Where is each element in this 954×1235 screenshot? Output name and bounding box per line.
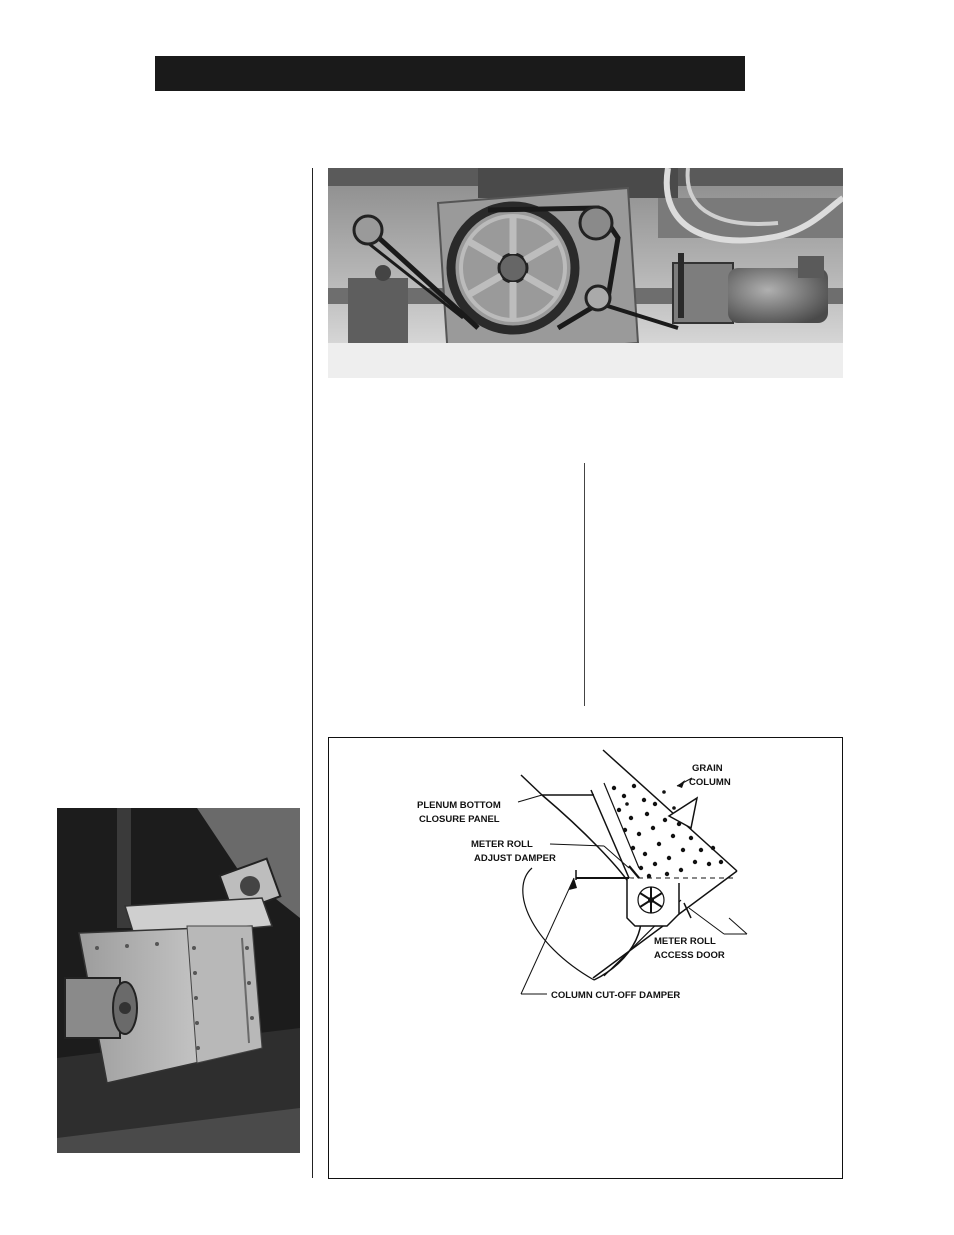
- meter-roll-box-photo: [57, 808, 300, 1153]
- grain-column-fill: [612, 784, 723, 878]
- label-adjust-2: ADJUST DAMPER: [474, 853, 556, 864]
- column-divider-secondary: [584, 463, 585, 706]
- header-bar: [155, 56, 745, 91]
- label-access-2: ACCESS DOOR: [654, 950, 725, 961]
- meter-roll-diagram: [328, 737, 843, 1179]
- gearbox-icon: [65, 978, 137, 1038]
- label-access-1: METER ROLL: [654, 936, 716, 947]
- belt-drive-photo: [328, 168, 843, 378]
- label-plenum-1: PLENUM BOTTOM: [417, 800, 501, 811]
- column-divider: [312, 168, 313, 1178]
- meter-roll-icon: [627, 878, 679, 926]
- label-plenum-2: CLOSURE PANEL: [419, 814, 500, 825]
- label-cutoff: COLUMN CUT-OFF DAMPER: [551, 990, 681, 1001]
- label-grain-column-1: GRAIN: [692, 763, 723, 774]
- label-grain-column-2: COLUMN: [689, 777, 731, 788]
- label-adjust-1: METER ROLL: [471, 839, 533, 850]
